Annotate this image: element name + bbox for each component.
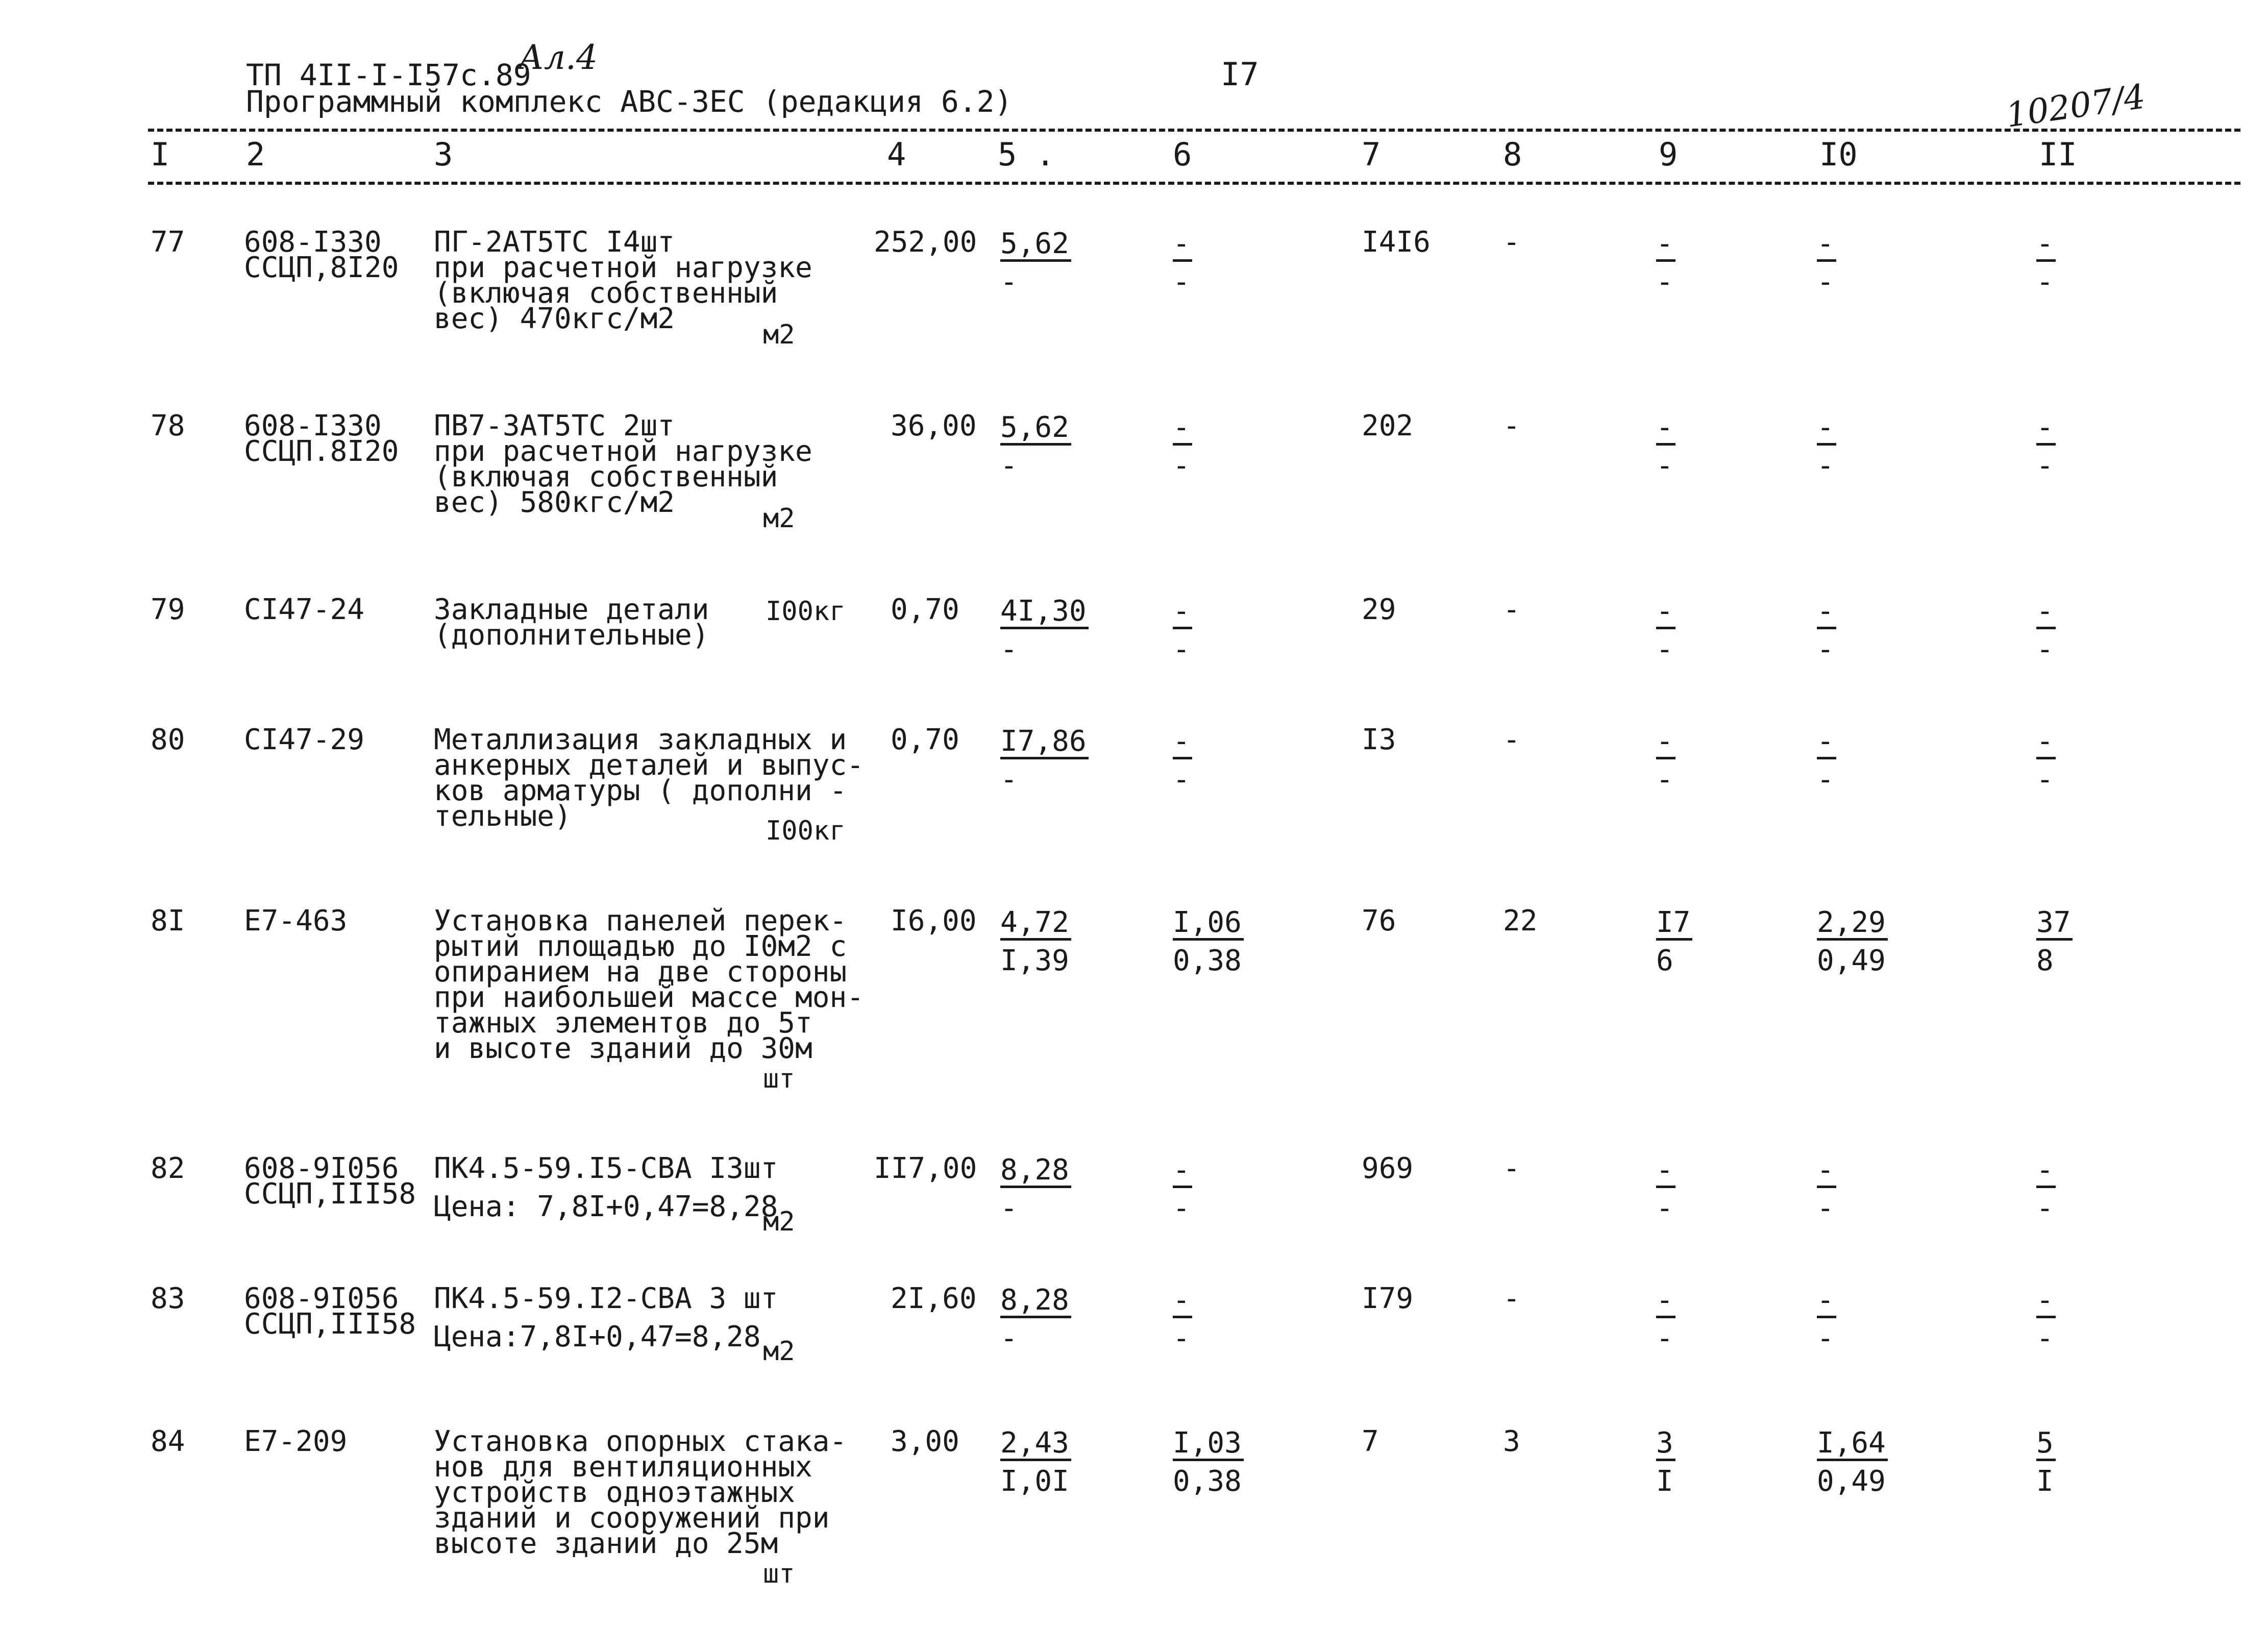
norm-code: 608-9I056 xyxy=(244,1152,399,1185)
quantity: II7,00 xyxy=(874,1152,977,1185)
fraction-col9: - - xyxy=(1656,1156,1779,1223)
fraction-col10: - - xyxy=(1817,727,1939,794)
unit-label: шт xyxy=(763,1064,795,1094)
description: ков арматуры ( дополни - xyxy=(434,774,847,807)
fraction-col11: - - xyxy=(2036,1286,2159,1353)
norm-code: ССЦП.8I20 xyxy=(244,435,399,468)
description: рытий площадью до I0м2 с xyxy=(434,930,847,963)
fraction-col6: - - xyxy=(1173,597,1295,664)
col7-value: 7 xyxy=(1362,1425,1379,1458)
quantity: 252,00 xyxy=(874,226,977,259)
row-number: 78 xyxy=(151,409,185,442)
col-header-4: 4 xyxy=(887,136,906,173)
doc-code: ТП 4II-I-I57с.89 xyxy=(246,58,531,92)
description: опиранием на две стороны xyxy=(434,955,847,989)
description: при расчетной нагрузке xyxy=(434,435,812,468)
fraction-col5: 4I,30 - xyxy=(1000,597,1123,664)
col-header-9: 9 xyxy=(1659,136,1678,173)
fraction-col10: - - xyxy=(1817,1286,1939,1353)
col7-value: 969 xyxy=(1362,1152,1414,1185)
quantity: 0,70 xyxy=(891,723,959,756)
fraction-col11: - - xyxy=(2036,1156,2159,1223)
quantity: 0,70 xyxy=(891,593,959,626)
norm-code: 608-9I056 xyxy=(244,1282,399,1315)
header-rule-bottom xyxy=(148,182,2240,185)
row-number: 84 xyxy=(151,1425,185,1458)
row-number: 79 xyxy=(151,593,185,626)
fraction-col5: $\frac{4,72}{I,39}$ xyxy=(1000,908,1123,975)
description: ПГ-2АТ5ТС I4шт xyxy=(434,226,675,259)
unit-label: м2 xyxy=(763,319,795,350)
quantity: 3,00 xyxy=(891,1425,959,1458)
col-header-10: I0 xyxy=(1819,136,1858,173)
row-number: 8I xyxy=(151,904,185,938)
row-number: 82 xyxy=(151,1152,185,1185)
description: тажных элементов до 5т xyxy=(434,1006,812,1040)
fraction-col10: - - xyxy=(1817,230,1939,297)
page-number: I7 xyxy=(1221,56,1259,93)
unit-label: м2 xyxy=(763,503,795,534)
description: ПК4.5-59.I2-СВА 3 шт xyxy=(434,1282,778,1315)
col-header-6: 6 xyxy=(1173,136,1192,173)
norm-code: Е7-209 xyxy=(244,1425,348,1458)
col8-value: - xyxy=(1503,226,1520,259)
row-number: 80 xyxy=(151,723,185,756)
norm-code: ССЦП,III58 xyxy=(244,1308,416,1341)
fraction-col5: $\frac{2,43}{I,0I}$ xyxy=(1000,1429,1123,1496)
row-number: 83 xyxy=(151,1282,185,1315)
col8-value: 3 xyxy=(1503,1425,1520,1458)
col8-value: - xyxy=(1503,593,1520,626)
description: (включая собственный xyxy=(434,460,778,494)
header-rule-top xyxy=(148,129,2240,132)
description: тельные) xyxy=(434,800,572,833)
fraction-col9: $\frac{3}{I}$ xyxy=(1656,1429,1779,1496)
fraction-col10: - - xyxy=(1817,413,1939,480)
description: Установка опорных стака- xyxy=(434,1425,847,1458)
fraction-col5: 5,62 - xyxy=(1000,413,1123,480)
fraction-col11: - - xyxy=(2036,413,2159,480)
fraction-col10: $\frac{I,64}{0,49}$ xyxy=(1817,1429,1939,1496)
norm-code: ССЦП,III58 xyxy=(244,1177,416,1211)
description: устройств одноэтажных xyxy=(434,1476,796,1509)
description: и высоте зданий до 30м xyxy=(434,1032,812,1065)
description: ПК4.5-59.I5-СВА I3шт xyxy=(434,1152,778,1185)
description: (включая собственный xyxy=(434,277,778,310)
quantity: I6,00 xyxy=(891,904,977,938)
description: анкерных деталей и выпус- xyxy=(434,749,864,782)
fraction-col5: 8,28 - xyxy=(1000,1286,1123,1353)
fraction-col6: - - xyxy=(1173,230,1295,297)
col7-value: I79 xyxy=(1362,1282,1414,1315)
handwritten-code: 10207/4 xyxy=(2003,77,2148,135)
unit-label: м2 xyxy=(763,1206,795,1237)
norm-code: СI47-29 xyxy=(244,723,365,756)
norm-code: ССЦП,8I20 xyxy=(244,251,399,284)
quantity: 36,00 xyxy=(891,409,977,442)
col7-value: 76 xyxy=(1362,904,1396,938)
col-header-7: 7 xyxy=(1362,136,1381,173)
col-header-3: 3 xyxy=(434,136,453,173)
description: зданий и сооружений при xyxy=(434,1501,830,1535)
norm-code: 608-I330 xyxy=(244,226,382,259)
fraction-col10: - - xyxy=(1817,1156,1939,1223)
description: Цена:7,8I+0,47=8,28 xyxy=(434,1320,761,1353)
col-header-1: I xyxy=(151,136,170,173)
description: Металлизация закладных и xyxy=(434,723,847,756)
handwritten-note: Ал.4 xyxy=(519,38,598,77)
fraction-col10: - - xyxy=(1817,597,1939,664)
description: высоте зданий до 25м xyxy=(434,1527,778,1560)
unit-label: I00кг xyxy=(766,816,846,846)
fraction-col11: - - xyxy=(2036,230,2159,297)
unit-label: м2 xyxy=(763,1336,795,1367)
fraction-col11: - - xyxy=(2036,727,2159,794)
fraction-col5: 8,28 - xyxy=(1000,1156,1123,1223)
col7-value: I4I6 xyxy=(1362,226,1431,259)
fraction-col9: - - xyxy=(1656,413,1779,480)
fraction-col9: $\frac{I7}{6}$ xyxy=(1656,908,1779,975)
col8-value: - xyxy=(1503,409,1520,442)
fraction-col10: $\frac{2,29}{0,49}$ xyxy=(1817,908,1939,975)
col-header-2: 2 xyxy=(246,136,265,173)
col-header-5: 5 . xyxy=(998,136,1055,173)
description: Установка панелей перек- xyxy=(434,904,847,938)
fraction-col6: - - xyxy=(1173,1156,1295,1223)
fraction-col11: - - xyxy=(2036,597,2159,664)
fraction-col9: - - xyxy=(1656,230,1779,297)
fraction-col6: $\frac{I,06}{0,38}$ xyxy=(1173,908,1295,975)
fraction-col6: - - xyxy=(1173,727,1295,794)
col-header-8: 8 xyxy=(1503,136,1522,173)
fraction-col9: - - xyxy=(1656,1286,1779,1353)
fraction-col11: $\frac{37}{8}$ xyxy=(2036,908,2159,975)
quantity: 2I,60 xyxy=(891,1282,977,1315)
fraction-col9: - - xyxy=(1656,727,1779,794)
col8-value: 22 xyxy=(1503,904,1538,938)
fraction-col5: 5,62 - xyxy=(1000,230,1123,297)
unit-label: I00кг xyxy=(766,596,846,627)
description: ПВ7-3АТ5ТС 2шт xyxy=(434,409,675,442)
unit-label: шт xyxy=(763,1559,795,1589)
fraction-col9: - - xyxy=(1656,597,1779,664)
row-number: 77 xyxy=(151,226,185,259)
fraction-col6: - - xyxy=(1173,413,1295,480)
col7-value: I3 xyxy=(1362,723,1396,756)
col7-value: 202 xyxy=(1362,409,1414,442)
description: (дополнительные) xyxy=(434,619,709,652)
description: нов для вентиляционных xyxy=(434,1450,812,1484)
col-header-11: II xyxy=(2039,136,2077,173)
fraction-col6: $\frac{I,03}{0,38}$ xyxy=(1173,1429,1295,1496)
description: при расчетной нагрузке xyxy=(434,251,812,284)
col8-value: - xyxy=(1503,1282,1520,1315)
description: вес) 580кгс/м2 xyxy=(434,486,675,519)
norm-code: СI47-24 xyxy=(244,593,365,626)
program-title: Программный комплекс АВС-3ЕС (редакция 6.2) xyxy=(246,84,1013,119)
fraction-col11: $\frac{5}{I}$ xyxy=(2036,1429,2159,1496)
description: вес) 470кгс/м2 xyxy=(434,302,675,335)
col8-value: - xyxy=(1503,723,1520,756)
fraction-col5: I7,86 - xyxy=(1000,727,1123,794)
description: при наибольшей массе мон- xyxy=(434,981,864,1014)
norm-code: Е7-463 xyxy=(244,904,348,938)
col8-value: - xyxy=(1503,1152,1520,1185)
fraction-col6: - - xyxy=(1173,1286,1295,1353)
norm-code: 608-I330 xyxy=(244,409,382,442)
description: Закладные детали xyxy=(434,593,709,626)
description: Цена: 7,8I+0,47=8,28 xyxy=(434,1190,778,1223)
col7-value: 29 xyxy=(1362,593,1396,626)
